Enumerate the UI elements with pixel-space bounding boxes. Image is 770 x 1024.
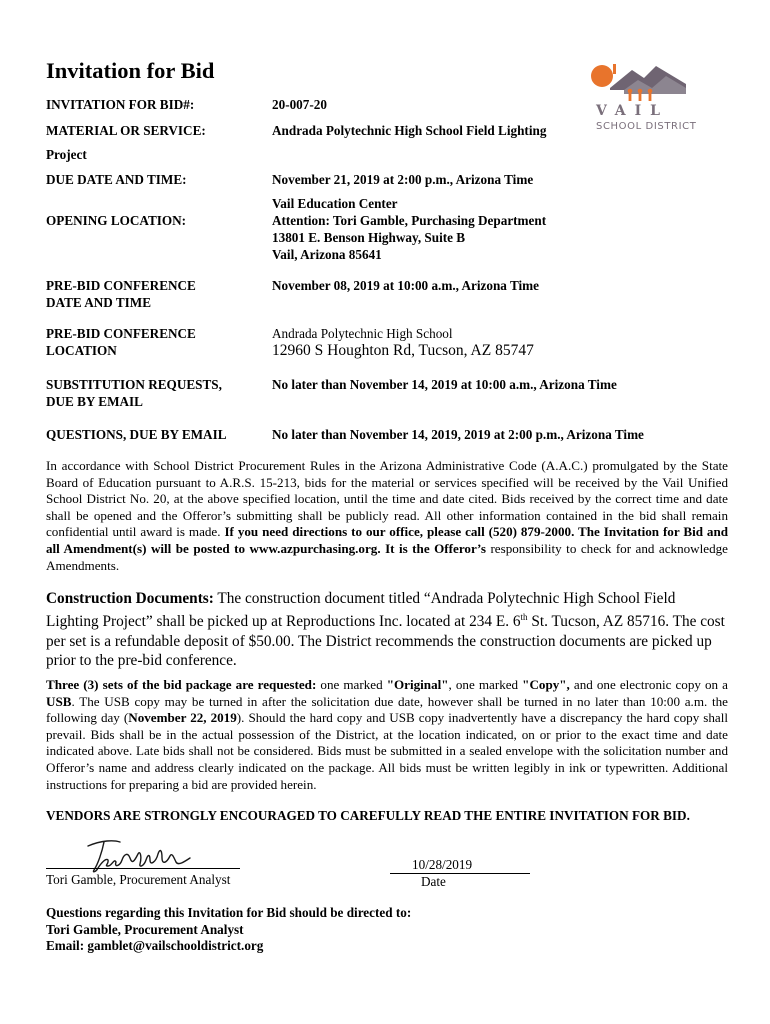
address-line: Vail Education Center — [272, 196, 398, 211]
contact-block — [46, 905, 411, 955]
paragraph-emphasis: Three (3) sets of the bid package are requested: — [46, 677, 317, 692]
location-name: Andrada Polytechnic High School — [272, 326, 453, 341]
paragraph-text: ). Should the hard copy and USB copy inadvertently have a discrepancy the hard copy shall prevail. Bids shall be in the actual possession of the District, at the location indicated, on or prior to the exact time and date indicated above. Late bids shall not be considered. Bids must be submitted in a sealed envelope with the solicitation number and Offeror’s name and address clearly indicated on the package. All bids must be written legibly in ink or typewritten. Additional instructions for preparing a bid are provided herein. — [46, 710, 728, 792]
date-label: Date — [421, 874, 446, 889]
field-label: DUE DATE AND TIME: — [46, 172, 187, 187]
field-value: November 21, 2019 at 2:00 p.m., Arizona Time — [272, 172, 534, 187]
paragraph-emphasis: USB — [46, 693, 72, 709]
field-label: MATERIAL OR SERVICE: — [46, 123, 206, 138]
label-line: DATE AND TIME — [46, 295, 152, 310]
paragraph-emphasis: If you need directions to our office, please call (520) 879-2000. The Invitation for Bid and all Amendment(s) will be posted to www.azpurchasing.org. It is the Offeror’s — [46, 524, 729, 556]
signature-date-value: 10/28/2019 — [412, 857, 473, 872]
address-line: Vail, Arizona 85641 — [272, 247, 382, 262]
paragraph-emphasis: November 22, 2019 — [128, 710, 237, 726]
superscript: th — [520, 612, 528, 623]
paragraph-text: one marked — [320, 677, 383, 692]
location-address: 12960 S Houghton Rd, Tucson, AZ 85747 — [272, 342, 534, 359]
field-label — [46, 277, 266, 311]
contact-name: Tori Gamble, Procurement Analyst — [46, 921, 244, 937]
logo-subtitle: SCHOOL DISTRICT — [596, 121, 697, 132]
label-line: PRE-BID CONFERENCE — [46, 326, 196, 341]
field-value: 20-007-20 — [272, 97, 327, 112]
procurement-rules-paragraph — [46, 458, 728, 574]
label-line: PRE-BID CONFERENCE — [46, 278, 196, 293]
field-value — [272, 325, 742, 359]
paragraph-text: , one marked — [448, 677, 519, 692]
vendors-notice: VENDORS ARE STRONGLY ENCOURAGED TO CAREFULLY READ THE ENTIRE INVITATION FOR BID. — [46, 808, 690, 823]
page-title: Invitation for Bid — [46, 58, 215, 83]
paragraph-emphasis: "Original" — [386, 677, 449, 692]
paragraph-text: The construction document titled “Andrada Polytechnic High School Field Lighting Project” shall be picked up at Reproductions Inc. located at 234 E. 6 — [46, 590, 676, 631]
contact-email: Email: gamblet@vailschooldistrict.org — [46, 938, 264, 953]
field-label: INVITATION FOR BID#: — [46, 97, 195, 112]
section-heading: Construction Documents: — [46, 590, 214, 607]
label-line: SUBSTITUTION REQUESTS, — [46, 377, 222, 392]
paragraph-text: St. Tucson, AZ 85716. The cost per set is a refundable deposit of $50.00. The District recommends the construction documents are picked up prior to the pre-bid conference. — [46, 613, 725, 669]
construction-documents-paragraph — [46, 589, 728, 670]
field-label — [46, 325, 266, 359]
paragraph-text: . The USB copy may be turned in after the solicitation due date, however shall be turned in no later than 10:00 a.m. the following day ( — [46, 693, 728, 726]
paragraph-text: responsibility to check for and acknowledge Amendments. — [46, 540, 728, 573]
label-line: DUE BY EMAIL — [46, 394, 143, 409]
address-line: Attention: Tori Gamble, Purchasing Department — [272, 213, 547, 228]
signature-line — [46, 868, 240, 869]
bid-package-paragraph — [46, 677, 728, 793]
paragraph-emphasis: "Copy", — [522, 677, 570, 692]
field-label-continuation: Project — [46, 147, 87, 162]
field-value — [272, 195, 742, 263]
paragraph-text: In accordance with School District Procurement Rules in the Arizona Administrative Code (A.A.C.) promulgated by the State Board of Education pursuant to A.R.S. 15-213, bids for the material or services specified will be received by the Vail Unified School District No. 20, at the above specified location, until the time and date cited. Bids received by the correct time and date shall be opened and the Offeror’s submitting shall be publicly read. All other information contained in the bid shall remain confidential until award is made. — [46, 458, 728, 540]
field-label — [46, 376, 266, 410]
date-line — [390, 873, 530, 874]
field-value: No later than November 14, 2019 at 10:00 a.m., Arizona Time — [272, 377, 617, 392]
field-value: Andrada Polytechnic High School Field Lighting — [272, 123, 547, 138]
handwritten-signature-icon — [84, 836, 194, 876]
logo-wordmark: VAIL — [596, 103, 670, 119]
field-value: No later than November 14, 2019, 2019 at 2:00 p.m., Arizona Time — [272, 427, 644, 442]
label-line: LOCATION — [46, 343, 117, 358]
contact-intro: Questions regarding this Invitation for Bid should be directed to: — [46, 905, 412, 920]
field-label: QUESTIONS, DUE BY EMAIL — [46, 427, 227, 442]
signer-name: Tori Gamble, Procurement Analyst — [46, 872, 231, 887]
field-value: November 08, 2019 at 10:00 a.m., Arizona Time — [272, 278, 540, 293]
address-line: 13801 E. Benson Highway, Suite B — [272, 230, 466, 245]
paragraph-text: and one electronic copy on a — [573, 677, 728, 692]
field-label: OPENING LOCATION: — [46, 213, 187, 228]
